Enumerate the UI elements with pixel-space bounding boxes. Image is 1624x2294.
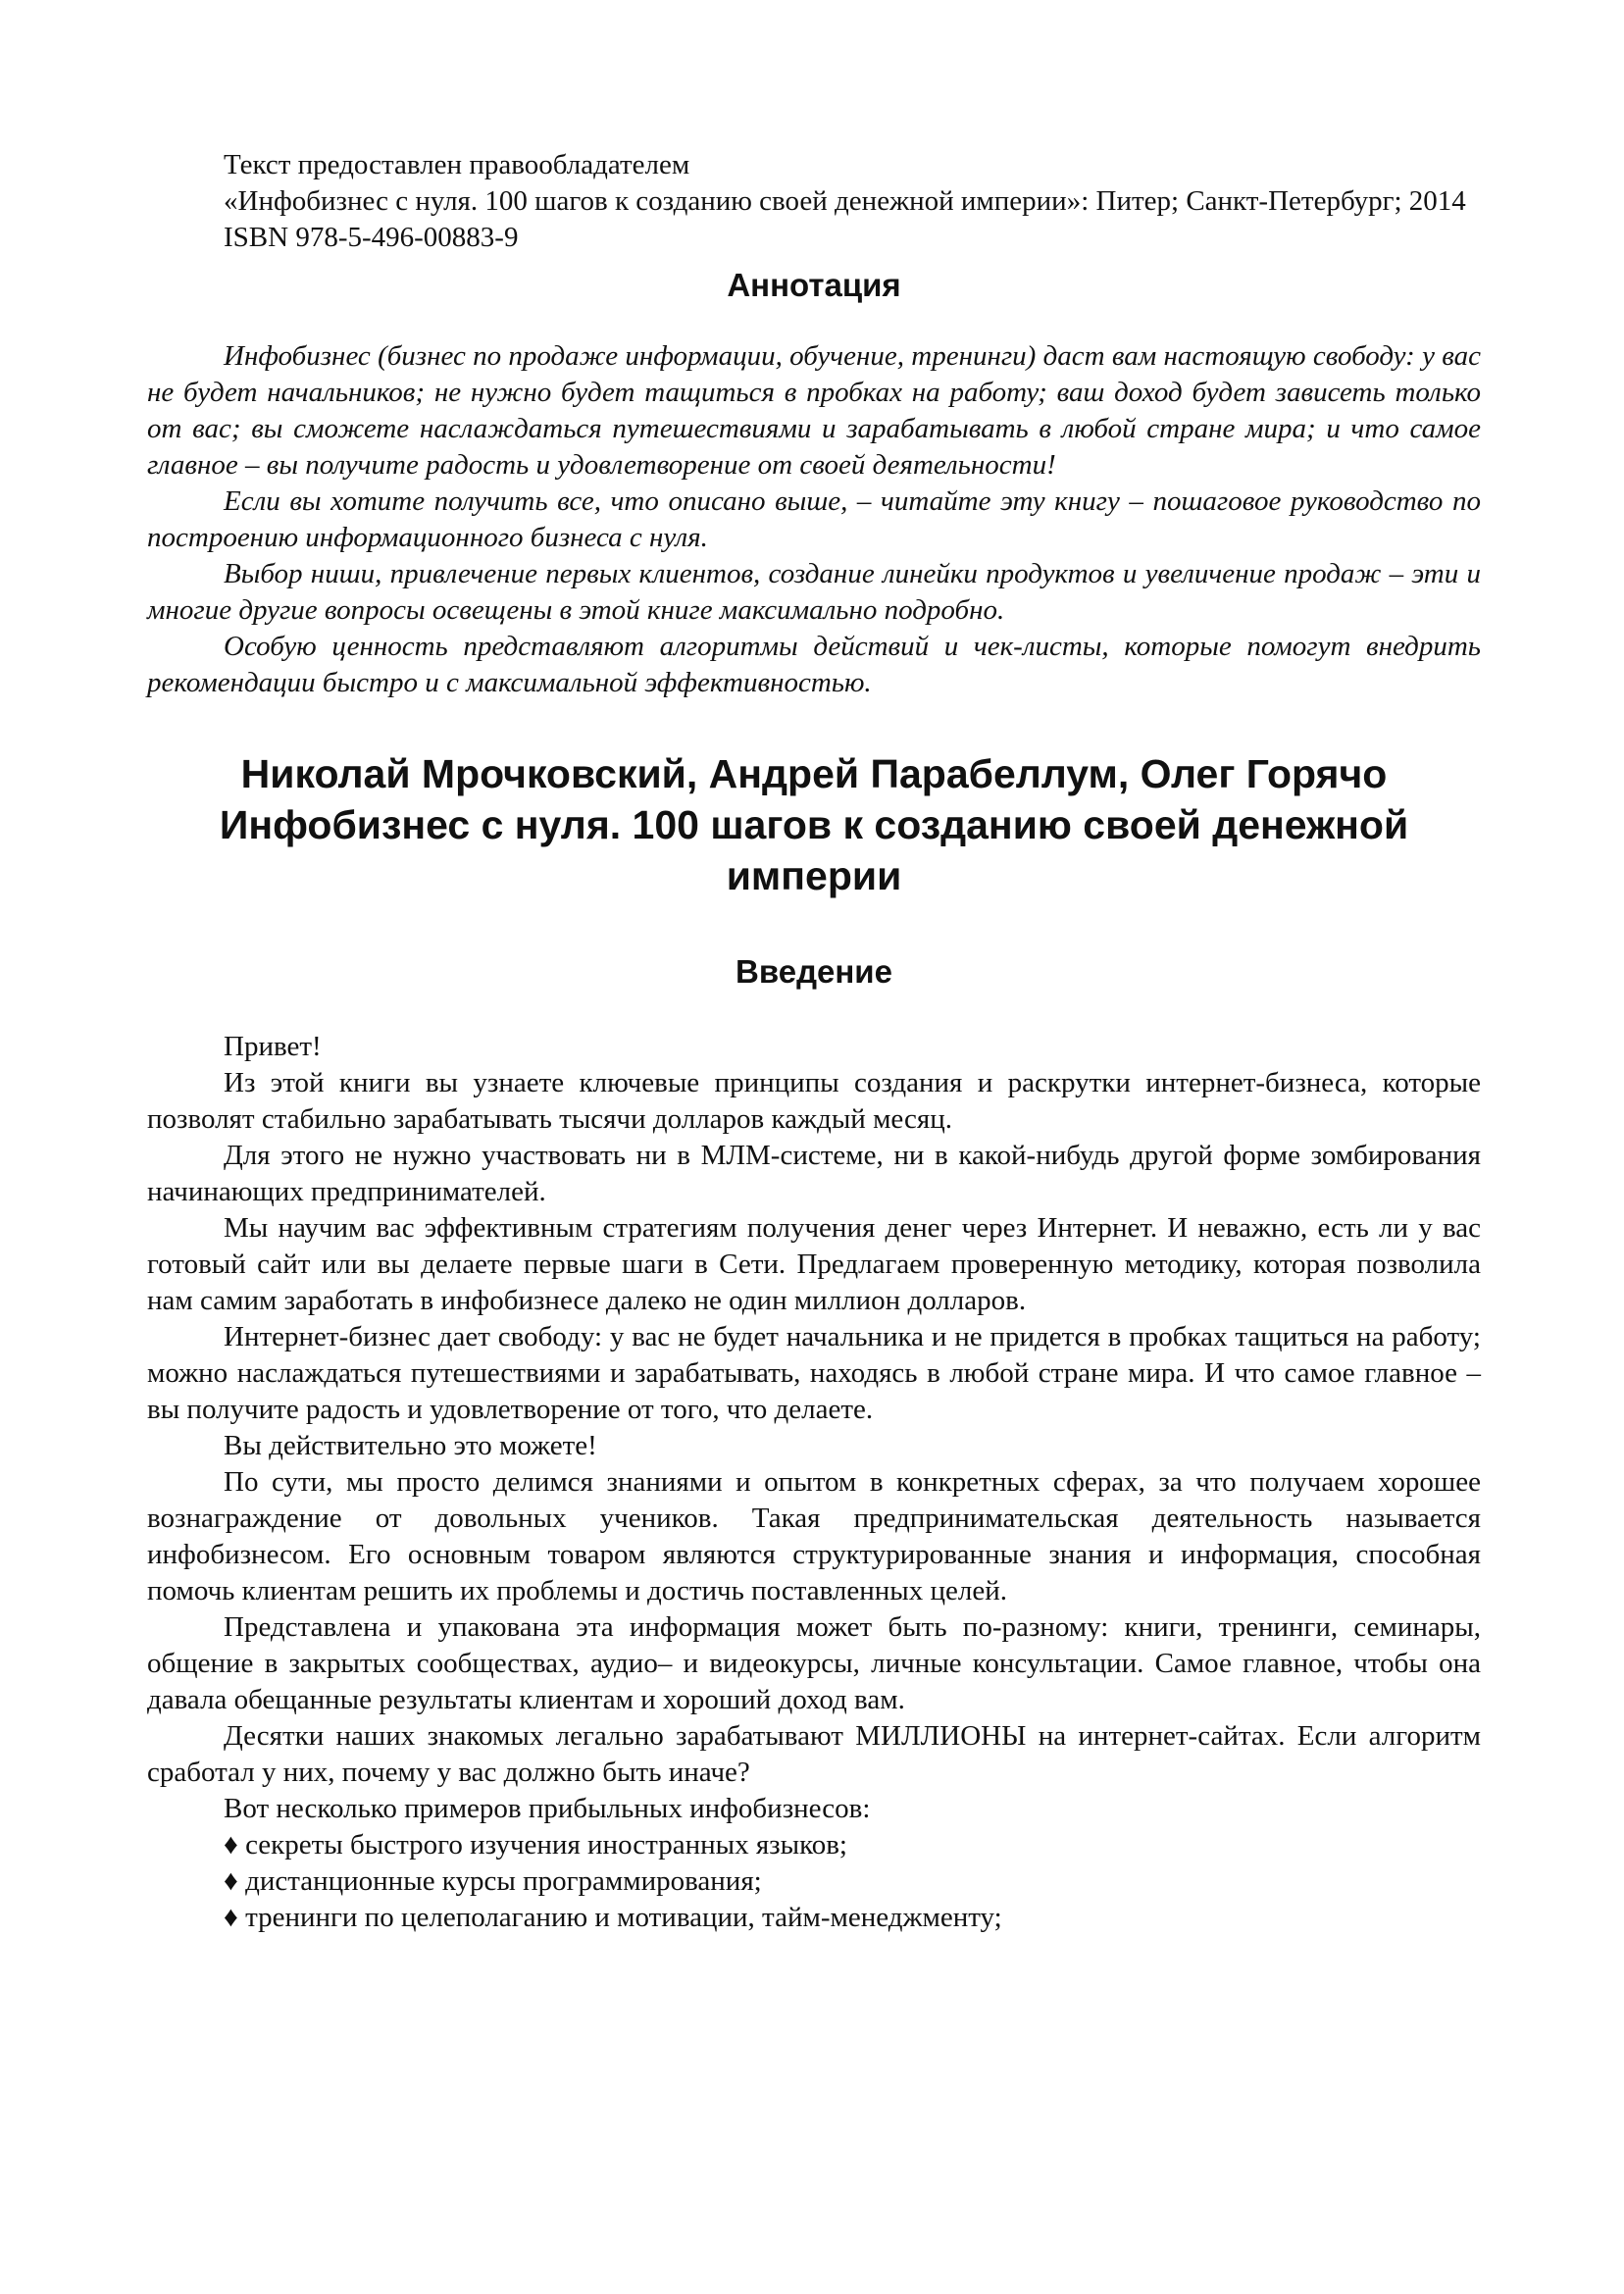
book-title: Инфобизнес с нуля. 100 шагов к созданию своей денежной империи [219,802,1409,898]
intro-paragraph: Представлена и упакована эта информация может быть по-разному: книги, тренинги, семинары, общение в закрытых сообществах, аудио– и видеокурсы, личные консультации. Самое главное, чтобы она давала обещанные результаты клиентам и хороший доход вам. [147,1611,1481,1715]
annotation-heading: Аннотация [727,267,901,303]
intro-heading: Введение [736,953,892,990]
title-block [147,748,1481,901]
intro-body [147,1029,1481,1936]
front-matter [147,147,1481,256]
annotation-paragraph: Инфобизнес (бизнес по продаже информации, обучение, тренинги) даст вам настоящую свободу: у вас не будет начальников; не нужно будет тащиться в пробках на работу; ваш доход будет зависеть только от вас; вы сможете наслаждаться путешествиями и зарабатывать в любой стране мира; и что самое главное – вы получите радость и удовлетворение от своей деятельности! [147,340,1481,481]
annotation-body [147,338,1481,701]
list-item [147,1827,1481,1863]
list-item [147,1863,1481,1900]
list-item-text: секреты быстрого изучения иностранных языков; [245,1829,847,1861]
list-item-text: тренинги по целеполаганию и мотивации, тайм-менеджменту; [245,1902,1002,1933]
intro-paragraph: Десятки наших знакомых легально зарабатывают МИЛЛИОНЫ на интернет-сайтах. Если алгоритм сработал у них, почему у вас должно быть иначе? [147,1720,1481,1788]
rights-holder-line: Текст предоставлен правообладателем [224,149,690,180]
list-item-text: дистанционные курсы программирования; [245,1865,762,1897]
diamond-bullet-icon: ♦ [224,1829,238,1861]
annotation-paragraph: Выбор ниши, привлечение первых клиентов, создание линейки продуктов и увеличение продаж – эти и многие другие вопросы освещены в этой книге максимально подробно. [147,558,1481,626]
annotation-paragraph: Если вы хотите получить все, что описано выше, – читайте эту книгу – пошаговое руководство по построению информационного бизнеса с нуля. [147,485,1481,553]
intro-paragraph: По сути, мы просто делимся знаниями и опытом в конкретных сферах, за что получаем хорошее вознаграждение от довольных учеников. Такая предпринимательская деятельность называется инфобизнесом. Его основным товаром являются структурированные знания и информация, способная помочь клиентам решить их проблемы и достичь поставленных целей. [147,1466,1481,1606]
intro-paragraph: Привет! [224,1031,322,1062]
annotation-paragraph: Особую ценность представляют алгоритмы действий и чек-листы, которые помогут внедрить рекомендации быстро и с максимальной эффективностью. [147,631,1481,698]
intro-paragraph: Для этого не нужно участвовать ни в МЛМ-системе, ни в какой-нибудь другой форме зомбирования начинающих предпринимателей. [147,1140,1481,1207]
intro-paragraph: Вот несколько примеров прибыльных инфобизнесов: [224,1793,871,1824]
list-item [147,1900,1481,1936]
intro-paragraph: Вы действительно это можете! [224,1430,597,1461]
diamond-bullet-icon: ♦ [224,1902,238,1933]
intro-paragraph: Мы научим вас эффективным стратегиям получения денег через Интернет. И неважно, есть ли у вас готовый сайт или вы делаете первые шаги в Сети. Предлагаем проверенную методику, которая позволила нам самим заработать в инфобизнесе далеко не один миллион долларов. [147,1212,1481,1316]
publication-line: «Инфобизнес с нуля. 100 шагов к созданию своей денежной империи»: Питер; Санкт-Петербург; 2014 [224,185,1466,217]
diamond-bullet-icon: ♦ [224,1865,238,1897]
isbn-line: ISBN 978-5-496-00883-9 [224,222,519,253]
book-authors: Николай Мрочковский, Андрей Парабеллум, Олег Горячо [240,751,1388,796]
intro-paragraph: Из этой книги вы узнаете ключевые принципы создания и раскрутки интернет-бизнеса, которые позволят стабильно зарабатывать тысячи долларов каждый месяц. [147,1067,1481,1135]
document-page [147,147,1481,1936]
intro-paragraph: Интернет-бизнес дает свободу: у вас не будет начальника и не придется в пробках тащиться на работу; можно наслаждаться путешествиями и зарабатывать, находясь в любой стране мира. И что самое главное – вы получите радость и удовлетворение от того, что делаете. [147,1321,1481,1425]
